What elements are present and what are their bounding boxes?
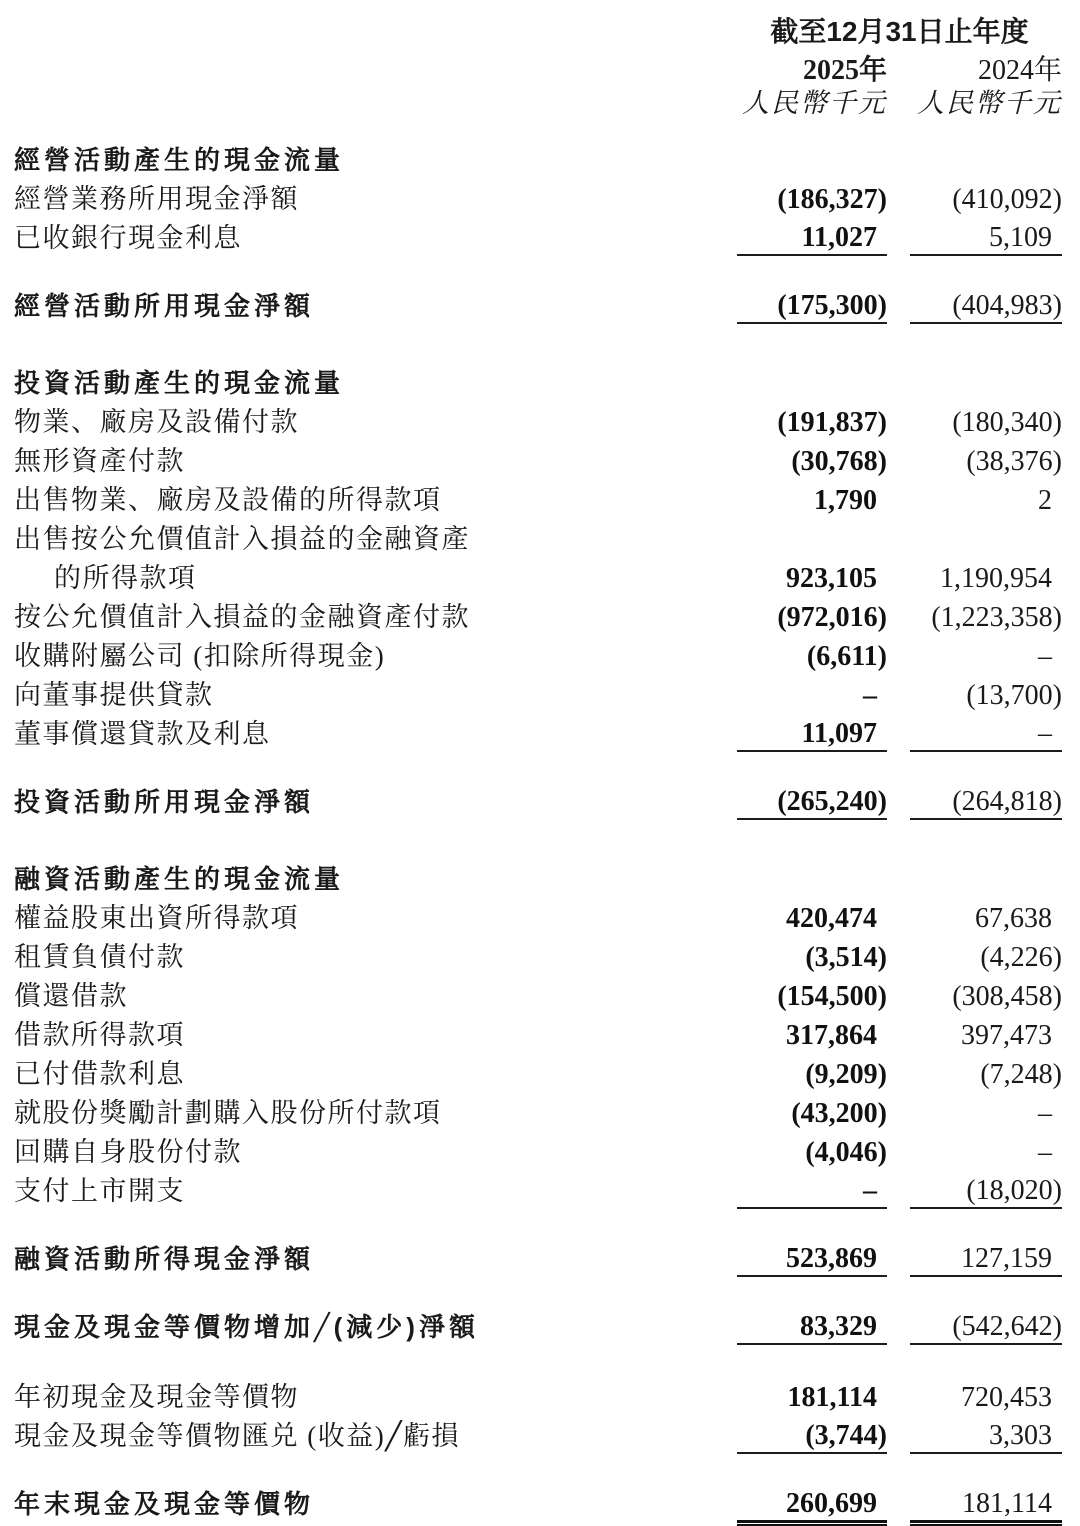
value-2024: 720,453 <box>961 1382 1052 1413</box>
value-2025: (6,611) <box>806 641 887 672</box>
spacer-row <box>14 819 1062 859</box>
table-row <box>14 673 1062 712</box>
value-2024: (308,458) <box>952 981 1062 1012</box>
value-2025: 1,790 <box>814 485 877 516</box>
table-row <box>14 1013 1062 1052</box>
row-label: 經營活動產生的現金流量 <box>14 145 345 175</box>
table-row <box>14 595 1062 634</box>
value-2024: (180,340) <box>952 407 1062 438</box>
currency-unit-2025: 人民幣千元 <box>742 88 887 118</box>
row-label: 融資活動產生的現金流量 <box>14 864 345 894</box>
spacer-cell <box>14 1276 1062 1307</box>
value-2025: 923,105 <box>786 563 877 594</box>
row-label: 現金及現金等價物增加╱(減少)淨額 <box>14 1312 479 1342</box>
value-2024 <box>910 859 1062 896</box>
value-2024: – <box>1038 641 1052 672</box>
column-gap <box>887 896 910 935</box>
table-row <box>14 782 1062 819</box>
value-2024: 5,109 <box>910 216 1062 255</box>
row-label: 已收銀行現金利息 <box>14 223 242 253</box>
table-row <box>14 517 1062 556</box>
column-gap <box>887 782 910 819</box>
row-label: 投資活動產生的現金流量 <box>14 368 345 398</box>
row-label: 支付上市開支 <box>14 1176 185 1206</box>
table-row <box>14 439 1062 478</box>
table-row <box>14 634 1062 673</box>
row-label: 經營活動所用現金淨額 <box>14 291 315 321</box>
table-row <box>14 1484 1062 1521</box>
row-label: 董事償還貸款及利息 <box>14 719 271 749</box>
row-label: 按公允價值計入損益的金融資產付款 <box>14 602 470 632</box>
column-gap <box>887 1130 910 1169</box>
column-gap <box>887 634 910 673</box>
value-2024: (13,700) <box>966 680 1062 711</box>
row-label: 年末現金及現金等價物 <box>14 1489 315 1519</box>
value-2025: – <box>863 680 877 711</box>
table-row <box>14 974 1062 1013</box>
spacer-row <box>14 1276 1062 1307</box>
row-label: 現金及現金等價物匯兑 (收益)╱虧損 <box>14 1421 460 1451</box>
table-row <box>14 1375 1062 1414</box>
row-label: 出售按公允價值計入損益的金融資產 <box>14 524 470 554</box>
table-row <box>14 1239 1062 1276</box>
spacer-row <box>14 255 1062 286</box>
column-gap <box>887 1375 910 1414</box>
row-label: 物業、廠房及設備付款 <box>14 407 299 437</box>
column-gap <box>887 363 910 400</box>
row-label: 借款所得款項 <box>14 1020 185 1050</box>
column-gap <box>887 712 910 751</box>
spacer-cell <box>14 1208 1062 1239</box>
column-gap <box>887 400 910 439</box>
spacer-row <box>14 323 1062 363</box>
column-gap <box>887 1414 910 1453</box>
column-gap <box>887 286 910 323</box>
column-gap <box>887 216 910 255</box>
column-gap <box>887 1239 910 1276</box>
value-2024: (7,248) <box>980 1059 1062 1090</box>
column-gap <box>887 935 910 974</box>
value-2024: (18,020) <box>910 1169 1062 1208</box>
column-gap <box>887 140 910 177</box>
value-2025: (3,514) <box>805 942 887 973</box>
row-label: 收購附屬公司 (扣除所得現金) <box>14 641 386 671</box>
table-row <box>14 478 1062 517</box>
value-2024: (38,376) <box>966 446 1062 477</box>
table-row <box>14 1414 1062 1453</box>
column-header-2024: 2024年 <box>977 55 1062 86</box>
cash-flow-table <box>14 140 1062 1523</box>
table-row <box>14 1307 1062 1344</box>
column-gap <box>887 556 910 595</box>
value-2025: (175,300) <box>737 286 887 323</box>
column-gap <box>887 1169 910 1208</box>
value-2024: – <box>1038 1137 1052 1168</box>
spacer-cell <box>14 819 1062 859</box>
column-gap <box>887 1052 910 1091</box>
value-2024: 181,114 <box>910 1484 1062 1521</box>
row-label: 償還借款 <box>14 981 128 1011</box>
value-2025: (9,209) <box>805 1059 887 1090</box>
spacer-cell <box>14 1453 1062 1484</box>
period-title: 截至12月31日止年度 <box>770 16 1029 47</box>
column-gap <box>887 1091 910 1130</box>
column-gap <box>887 517 910 556</box>
value-2024 <box>910 363 1062 400</box>
value-2024: (410,092) <box>952 184 1062 215</box>
value-2024: 3,303 <box>910 1414 1062 1453</box>
table-row <box>14 177 1062 216</box>
table-row <box>14 1169 1062 1208</box>
table-row <box>14 556 1062 595</box>
column-gap <box>887 1013 910 1052</box>
table-row <box>14 896 1062 935</box>
spacer-row <box>14 751 1062 782</box>
value-2025 <box>737 517 887 556</box>
table-row <box>14 935 1062 974</box>
table-row <box>14 712 1062 751</box>
value-2024 <box>910 517 1062 556</box>
row-label: 就股份獎勵計劃購入股份所付款項 <box>14 1098 442 1128</box>
value-2025: (191,837) <box>777 407 887 438</box>
column-gap <box>887 177 910 216</box>
column-gap <box>887 859 910 896</box>
value-2025: (265,240) <box>737 782 887 819</box>
value-2024: (4,226) <box>980 942 1062 973</box>
table-row <box>14 1130 1062 1169</box>
row-label: 向董事提供貸款 <box>14 680 214 710</box>
table-row <box>14 400 1062 439</box>
column-header-2025: 2025年 <box>802 55 887 86</box>
row-label: 出售物業、廠房及設備的所得款項 <box>14 485 442 515</box>
column-gap <box>887 439 910 478</box>
value-2025: 420,474 <box>786 903 877 934</box>
spacer-cell <box>14 751 1062 782</box>
spacer-row <box>14 1344 1062 1375</box>
value-2024: (1,223,358) <box>931 602 1062 633</box>
section-header-row <box>14 859 1062 896</box>
table-row <box>14 1052 1062 1091</box>
value-2024: 127,159 <box>910 1239 1062 1276</box>
value-2025: (4,046) <box>805 1137 887 1168</box>
row-label: 權益股東出資所得款項 <box>14 903 299 933</box>
value-2024 <box>910 140 1062 177</box>
row-label: 年初現金及現金等價物 <box>14 1382 299 1412</box>
row-label: 經營業務所用現金淨額 <box>14 184 299 214</box>
table-row <box>14 1091 1062 1130</box>
value-2024: 2 <box>1038 485 1052 516</box>
value-2025: (3,744) <box>737 1414 887 1453</box>
value-2024: – <box>910 712 1062 751</box>
section-header-row <box>14 140 1062 177</box>
value-2025: (972,016) <box>777 602 887 633</box>
row-label: 融資活動所得現金淨額 <box>14 1244 315 1274</box>
row-label: 回購自身股份付款 <box>14 1137 242 1167</box>
value-2024: 1,190,954 <box>940 563 1052 594</box>
value-2025: (30,768) <box>791 446 887 477</box>
row-label: 租賃負債付款 <box>14 942 185 972</box>
row-label: 無形資產付款 <box>14 446 185 476</box>
column-gap <box>887 1307 910 1344</box>
row-label: 的所得款項 <box>54 563 197 593</box>
value-2025 <box>737 363 887 400</box>
row-label: 已付借款利息 <box>14 1059 185 1089</box>
value-2025: (186,327) <box>777 184 887 215</box>
value-2025: (154,500) <box>777 981 887 1012</box>
column-gap <box>887 1484 910 1521</box>
value-2025: 11,097 <box>737 712 887 751</box>
value-2025 <box>737 859 887 896</box>
value-2025: 317,864 <box>786 1020 877 1051</box>
section-header-row <box>14 363 1062 400</box>
column-gap <box>887 478 910 517</box>
value-2025: 181,114 <box>787 1382 877 1413</box>
currency-unit-2024: 人民幣千元 <box>917 88 1062 118</box>
value-2025 <box>737 140 887 177</box>
spacer-cell <box>14 255 1062 286</box>
value-2024: – <box>1038 1098 1052 1129</box>
table-row <box>14 216 1062 255</box>
value-2024: 397,473 <box>961 1020 1052 1051</box>
value-2024: (404,983) <box>910 286 1062 323</box>
value-2024: 67,638 <box>975 903 1052 934</box>
value-2025: – <box>737 1169 887 1208</box>
statement-header <box>14 14 1062 120</box>
value-2025: 260,699 <box>737 1484 887 1521</box>
spacer-row <box>14 1453 1062 1484</box>
spacer-cell <box>14 1344 1062 1375</box>
value-2025: (43,200) <box>791 1098 887 1129</box>
value-2025: 11,027 <box>737 216 887 255</box>
table-row <box>14 286 1062 323</box>
value-2025: 523,869 <box>737 1239 887 1276</box>
column-gap <box>887 595 910 634</box>
value-2024: (542,642) <box>910 1307 1062 1344</box>
cash-flow-rows <box>14 140 1062 1521</box>
value-2024: (264,818) <box>910 782 1062 819</box>
value-2025: 83,329 <box>737 1307 887 1344</box>
row-label: 投資活動所用現金淨額 <box>14 787 315 817</box>
spacer-cell <box>14 323 1062 363</box>
column-gap <box>887 974 910 1013</box>
spacer-row <box>14 1208 1062 1239</box>
column-gap <box>887 673 910 712</box>
